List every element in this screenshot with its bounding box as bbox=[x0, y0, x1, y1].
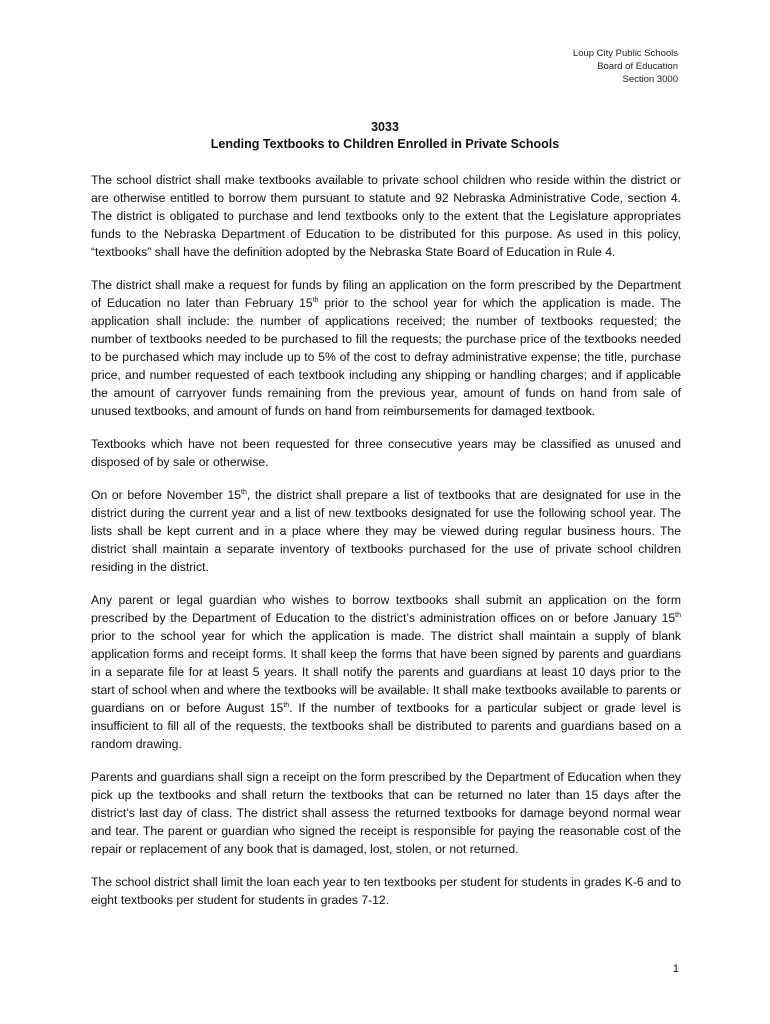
policy-title-block bbox=[0, 119, 770, 153]
ordinal-suffix: th bbox=[283, 701, 290, 709]
ordinal-suffix: th bbox=[675, 611, 681, 619]
paragraph-5-text: Any parent or legal guardian who wishes to borrow textbooks shall submit an application on the form prescribed by the Department of Education to the district’s administration offices on or before January 15 bbox=[91, 593, 681, 625]
policy-number: 3033 bbox=[371, 120, 399, 134]
paragraph-2-text: The district shall make a request for funds by filing an application on the form prescribed by the Department of Education no later than February 15 bbox=[91, 278, 681, 310]
paragraph-4-text: On or before November 15 bbox=[91, 488, 241, 502]
ordinal-suffix: th bbox=[312, 296, 319, 304]
paragraph-7: The school district shall limit the loan each year to ten textbooks per student for students in grades K-6 and to eight textbooks per student for students in grades 7-12. bbox=[91, 875, 681, 907]
policy-title: Lending Textbooks to Children Enrolled in Private Schools bbox=[210, 137, 560, 151]
ordinal-suffix: th bbox=[241, 488, 247, 496]
paragraph-4 bbox=[91, 486, 681, 576]
paragraph-4-text-cont: , the district shall prepare a list of textbooks that are designated for use in the district during the current year and a list of new textbooks designated for use the following school year. The lists shall be kept current and in a place where they may be viewed during regular business hours. The district shall maintain a separate inventory of textbooks purchased for the use of private school children residing in the district. bbox=[91, 488, 681, 574]
paragraph-6: Parents and guardians shall sign a receipt on the form prescribed by the Department of Education when they pick up the textbooks and shall return the textbooks that can be returned no later than 15 days after the district’s last day of class. The district shall assess the returned textbooks for damage beyond normal wear and tear. The parent or guardian who signed the receipt is responsible for paying the reasonable cost of the repair or replacement of any book that is damaged, lost, stolen, or not returned. bbox=[91, 770, 681, 856]
paragraph-2 bbox=[91, 276, 681, 420]
paragraph-5-text-end: . If the number of textbooks for a particular subject or grade level is insufficient to fill all of the requests, the textbooks shall be distributed to parents and guardians based on a random drawing. bbox=[91, 701, 681, 751]
paragraph-5 bbox=[91, 591, 681, 753]
header-board: Board of Education bbox=[597, 61, 678, 72]
policy-body bbox=[91, 171, 681, 924]
paragraph-5-text-cont: prior to the school year for which the application is made. The district shall maintain a supply of blank application forms and receipt forms. It shall keep the forms that have been signed by parents and guardians in a separate file for at least 5 years. It shall notify the parents and guardians at least 10 days prior to the start of school when and where the textbooks will be available. It shall make textbooks available to parents or guardians on or before August 15 bbox=[91, 629, 681, 715]
page-number: 1 bbox=[672, 963, 679, 975]
paragraph-3: Textbooks which have not been requested for three consecutive years may be classified as unused and disposed of by sale or otherwise. bbox=[91, 437, 681, 469]
header-district: Loup City Public Schools bbox=[572, 48, 678, 59]
paragraph-2-text-cont: prior to the school year for which the application is made. The application shall include: the number of applications received; the number of textbooks requested; the number of textbooks needed to be purchased to fill the requests; the purchase price of the textbooks needed to be purchased which may include up to 5% of the cost to defray administrative expense; the title, purchase price, and number requested of each textbook including any shipping or handling charges; and if applicable the amount of carryover funds remaining from the previous year, amount of funds on hand from sale of unused textbooks, and amount of funds on hand from reimbursements for damaged textbook. bbox=[91, 296, 682, 418]
paragraph-1: The school district shall make textbooks available to private school children who reside within the district or are otherwise entitled to borrow them pursuant to statute and 92 Nebraska Administrative Code, section 4. The district is obligated to purchase and lend textbooks only to the extent that the Legislature appropriates funds to the Nebraska Department of Education to be distributed for this purpose. As used in this policy, “textbooks” shall have the definition adopted by the Nebraska State Board of Education in Rule 4. bbox=[91, 173, 681, 259]
header-section: Section 3000 bbox=[622, 74, 678, 85]
page-header bbox=[573, 47, 678, 86]
